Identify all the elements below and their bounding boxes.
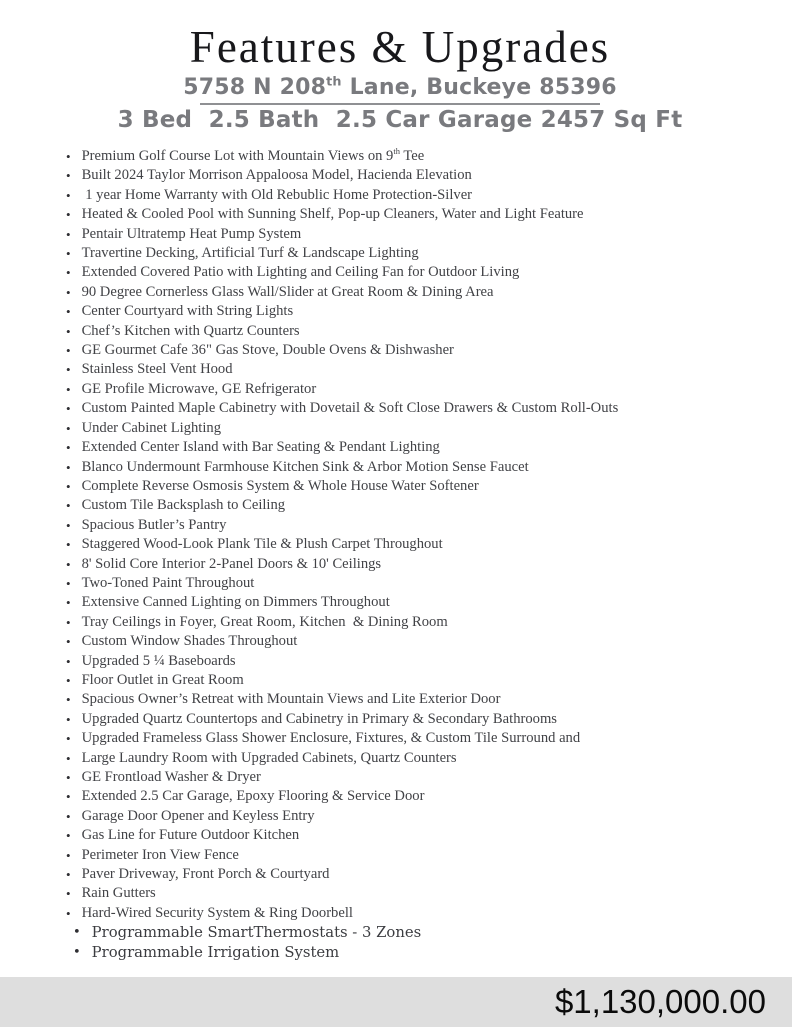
- bullet-icon: •: [73, 925, 81, 941]
- bullet-icon: •: [66, 556, 71, 572]
- feature-text: Floor Outlet in Great Room: [81, 671, 244, 688]
- feature-text: Tray Ceilings in Foyer, Great Room, Kitchen & Dining Room: [81, 613, 448, 630]
- feature-text: Custom Window Shades Throughout: [81, 633, 298, 650]
- feature-text: GE Gourmet Cafe 36" Gas Stove, Double Ovens & Dishwasher: [81, 342, 454, 359]
- bullet-icon: •: [66, 459, 71, 475]
- feature-text: Heated & Cooled Pool with Sunning Shelf, Pop-up Cleaners, Water and Light Feature: [81, 206, 584, 223]
- feature-text: Upgraded 5 ¼ Baseboards: [81, 652, 236, 669]
- property-stats: 3 Bed 2.5 Bath 2.5 Car Garage 2457 Sq Ft: [117, 107, 683, 133]
- bullet-icon: •: [66, 653, 71, 669]
- flyer-header: [0, 0, 800, 133]
- feature-item: [66, 302, 780, 321]
- address-before: 5758 N 208: [183, 75, 327, 100]
- feature-item: [66, 438, 780, 457]
- feature-text: Stainless Steel Vent Hood: [81, 361, 233, 378]
- bullet-icon: •: [66, 323, 71, 339]
- bullet-icon: •: [66, 575, 71, 591]
- feature-item: [66, 884, 780, 903]
- feature-item: [66, 477, 780, 496]
- features-list: [0, 147, 800, 964]
- bullet-icon: •: [66, 731, 71, 747]
- feature-item: [73, 943, 780, 963]
- feature-text: Extended 2.5 Car Garage, Epoxy Flooring & Service Door: [81, 788, 425, 805]
- feature-item: [66, 768, 780, 787]
- feature-text: Large Laundry Room with Upgraded Cabinets, Quartz Counters: [81, 749, 457, 766]
- feature-item: [66, 341, 780, 360]
- feature-text: Custom Painted Maple Cabinetry with Dovetail & Soft Close Drawers & Custom Roll-Outs: [81, 400, 619, 417]
- feature-text: Extended Covered Patio with Lighting and Ceiling Fan for Outdoor Living: [81, 264, 520, 281]
- feature-text: Spacious Owner’s Retreat with Mountain Views and Lite Exterior Door: [81, 691, 501, 708]
- address-after: Lane, Buckeye 85396: [341, 75, 617, 100]
- feature-text: GE Profile Microwave, GE Refrigerator: [81, 380, 317, 397]
- feature-item: [66, 399, 780, 418]
- feature-text: Blanco Undermount Farmhouse Kitchen Sink & Arbor Motion Sense Faucet: [81, 458, 529, 475]
- bullet-icon: •: [66, 362, 71, 378]
- feature-item: [66, 283, 780, 302]
- feature-text: Spacious Butler’s Pantry: [81, 516, 227, 533]
- feature-text: Paver Driveway, Front Porch & Courtyard: [81, 866, 330, 883]
- feature-text: Garage Door Opener and Keyless Entry: [81, 807, 315, 824]
- bullet-icon: •: [66, 168, 71, 184]
- feature-text: 1 year Home Warranty with Old Rebublic Home Protection-Silver: [81, 186, 473, 203]
- bullet-icon: •: [66, 498, 71, 514]
- feature-item: [66, 147, 780, 166]
- feature-item: [66, 613, 780, 632]
- feature-text: Upgraded Frameless Glass Shower Enclosure, Fixtures, & Custom Tile Surround and: [81, 730, 581, 747]
- feature-text: Perimeter Iron View Fence: [81, 846, 239, 863]
- feature-item: [66, 322, 780, 341]
- header-divider: [200, 103, 600, 105]
- bullet-icon: •: [66, 304, 71, 320]
- feature-text: Programmable SmartThermostats - 3 Zones: [91, 924, 422, 942]
- feature-text: Chef’s Kitchen with Quartz Counters: [81, 322, 300, 339]
- feature-item: [66, 652, 780, 671]
- feature-text: Gas Line for Future Outdoor Kitchen: [81, 827, 300, 844]
- feature-item: [66, 690, 780, 709]
- feature-text: 8' Solid Core Interior 2-Panel Doors & 10' Ceilings: [81, 555, 382, 572]
- bullet-icon: •: [66, 847, 71, 863]
- feature-text: Center Courtyard with String Lights: [81, 303, 294, 320]
- feature-item: [66, 205, 780, 224]
- feature-item: [73, 923, 780, 943]
- bullet-icon: •: [66, 440, 71, 456]
- feature-item: [66, 787, 780, 806]
- feature-item: [66, 186, 780, 205]
- bullet-icon: •: [66, 828, 71, 844]
- bullet-icon: •: [66, 187, 71, 203]
- bullet-icon: •: [66, 595, 71, 611]
- feature-text: Built 2024 Taylor Morrison Appaloosa Model, Hacienda Elevation: [81, 167, 472, 184]
- feature-item: [66, 419, 780, 438]
- bullet-icon: •: [66, 808, 71, 824]
- bullet-icon: •: [66, 265, 71, 281]
- bullet-icon: •: [66, 478, 71, 494]
- feature-item: [66, 225, 780, 244]
- feature-item: [66, 632, 780, 651]
- feature-text: 90 Degree Cornerless Glass Wall/Slider at Great Room & Dining Area: [81, 283, 494, 300]
- feature-item: [66, 496, 780, 515]
- price-bar: [0, 977, 792, 1027]
- property-address: [0, 75, 800, 101]
- feature-item: [66, 865, 780, 884]
- feature-item: [66, 593, 780, 612]
- bullet-icon: •: [66, 420, 71, 436]
- bullet-icon: •: [66, 401, 71, 417]
- feature-text: Staggered Wood-Look Plank Tile & Plush Carpet Throughout: [81, 536, 443, 553]
- feature-text: Two-Toned Paint Throughout: [81, 574, 255, 591]
- feature-item: [66, 574, 780, 593]
- feature-item: [66, 904, 780, 923]
- feature-item: [66, 846, 780, 865]
- bullet-icon: •: [66, 517, 71, 533]
- feature-item: [66, 826, 780, 845]
- address-ordinal-suffix: th: [326, 74, 342, 90]
- bullet-icon: •: [66, 226, 71, 242]
- feature-text: Pentair Ultratemp Heat Pump System: [81, 225, 302, 242]
- bullet-icon: •: [66, 770, 71, 785]
- bullet-icon: •: [66, 905, 71, 921]
- feature-text: Travertine Decking, Artificial Turf & Landscape Lighting: [81, 245, 419, 262]
- feature-text: Premium Golf Course Lot with Mountain Views on 9th Tee: [81, 146, 425, 164]
- bullet-icon: •: [73, 945, 81, 961]
- ordinal-suffix: th: [393, 146, 400, 157]
- bullet-icon: •: [66, 750, 71, 766]
- bullet-icon: •: [66, 614, 71, 630]
- bullet-icon: •: [66, 537, 71, 553]
- feature-item: [66, 555, 780, 574]
- feature-item: [66, 535, 780, 554]
- bullet-icon: •: [66, 692, 71, 708]
- feature-item: [66, 360, 780, 379]
- feature-text: Custom Tile Backsplash to Ceiling: [81, 497, 286, 514]
- feature-item: [66, 516, 780, 535]
- bullet-icon: •: [66, 672, 71, 688]
- feature-text: Hard-Wired Security System & Ring Doorbell: [81, 904, 353, 921]
- page-title: Features & Upgrades: [189, 22, 611, 72]
- feature-item: [66, 380, 780, 399]
- bullet-icon: •: [66, 789, 71, 805]
- feature-text: Upgraded Quartz Countertops and Cabinetry in Primary & Secondary Bathrooms: [81, 710, 557, 727]
- bullet-icon: •: [66, 246, 71, 262]
- bullet-icon: •: [66, 207, 71, 223]
- feature-text: Extended Center Island with Bar Seating & Pendant Lighting: [81, 439, 440, 456]
- bullet-icon: •: [66, 381, 71, 397]
- feature-item: [66, 244, 780, 263]
- feature-text: Programmable Irrigation System: [91, 944, 340, 962]
- feature-text: Complete Reverse Osmosis System & Whole House Water Softener: [81, 477, 479, 494]
- bullet-icon: •: [66, 149, 71, 164]
- feature-item: [66, 749, 780, 768]
- bullet-icon: •: [66, 886, 71, 902]
- feature-text: Extensive Canned Lighting on Dimmers Throughout: [81, 594, 390, 611]
- feature-text: Rain Gutters: [81, 885, 156, 902]
- price-value: $1,130,000.00: [554, 983, 766, 1020]
- feature-item: [66, 807, 780, 826]
- feature-item: [66, 671, 780, 690]
- bullet-icon: •: [66, 711, 71, 727]
- bullet-icon: •: [66, 634, 71, 650]
- feature-item: [66, 166, 780, 185]
- bullet-icon: •: [66, 867, 71, 883]
- feature-item: [66, 729, 780, 748]
- feature-item: [66, 263, 780, 282]
- bullet-icon: •: [66, 343, 71, 359]
- feature-text: Under Cabinet Lighting: [81, 419, 221, 436]
- bullet-icon: •: [66, 284, 71, 300]
- feature-item: [66, 710, 780, 729]
- feature-item: [66, 458, 780, 477]
- feature-text: GE Frontload Washer & Dryer: [81, 769, 261, 785]
